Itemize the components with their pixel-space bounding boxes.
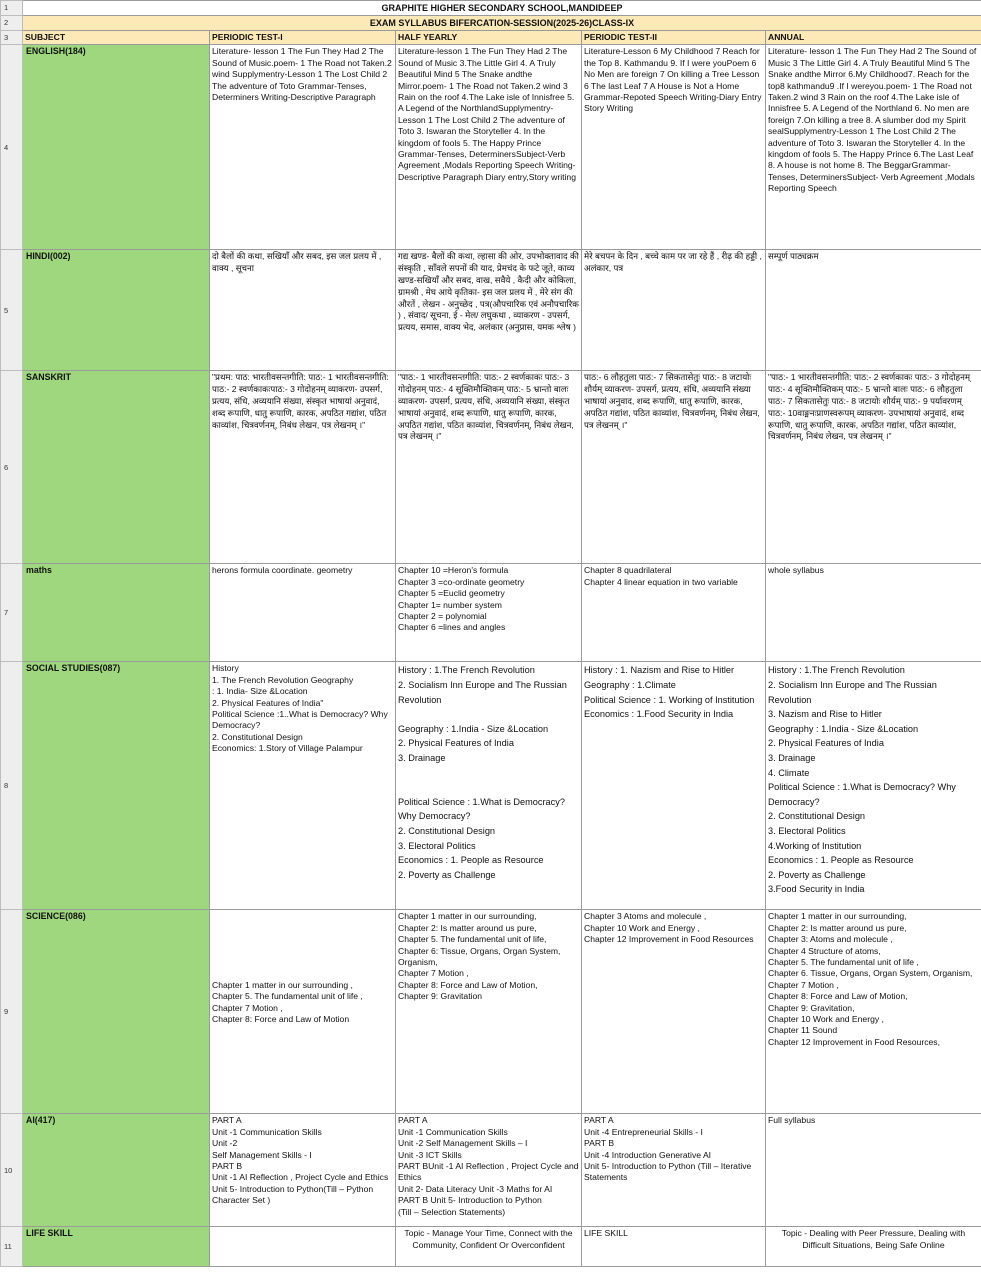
cell-periodic-test-1[interactable]: History 1. The French Revolution Geography : 1. India- Size &Location 2. Physical Features of India" Political Science :1..What is Democracy? Why Democracy? 2. Constitutional Design Economics: 1.Story of Village Palampur <box>210 662 396 910</box>
cell-half-yearly[interactable]: History : 1.The French Revolution 2. Socialism Inn Europe and The Russian Revolution Geography : 1.India - Size &Location 2. Physical Features of India 3. Drainage Political Science : 1.What is Democracy? Why Democracy? 2. Constitutional Design 3. Electoral Politics Economics : 1. People as Resource 2. Poverty as Challenge <box>396 662 582 910</box>
table-row <box>1 1114 981 1227</box>
subject-cell[interactable]: maths <box>23 564 210 662</box>
sheet-row-2 <box>1 16 981 31</box>
cell-periodic-test-1[interactable]: दो बैलों की कथा, सखियाँ और सबद, इस जल प्रलय में , वाक्य , सूचना <box>210 250 396 371</box>
cell-annual[interactable]: सम्पूर्ण पाठ्यक्रम <box>766 250 981 371</box>
cell-half-yearly[interactable]: Chapter 1 matter in our surrounding, Chapter 2: Is matter around us pure, Chapter 5. The fundamental unit of life, Chapter 6: Tissue, Organs, Organ System, Organism, Chapter 7 Motion , Chapter 8: Force and Law of Motion, Chapter 9: Gravitation <box>396 910 582 1114</box>
header-annual[interactable]: ANNUAL <box>766 31 981 45</box>
row-number[interactable]: 2 <box>1 16 23 31</box>
table-row <box>1 45 981 250</box>
header-periodic-test-2[interactable]: PERIODIC TEST-II <box>582 31 766 45</box>
row-number[interactable]: 7 <box>1 564 23 662</box>
cell-periodic-test-1[interactable]: Chapter 1 matter in our surrounding , Chapter 5. The fundamental unit of life , Chapter 7 Motion , Chapter 8: Force and Law of Motion <box>210 910 396 1114</box>
cell-half-yearly[interactable]: Literature-lesson 1 The Fun They Had 2 The Sound of Music 3.The Little Girl 4. A Truly Beautiful Mind 5 The Snake andthe Mirror.poem- 1 The Road not Taken.2 wind 3 Rain on the roof 4.The Lake isle of Innisfree 5. A Legend of the NorthlandSupplymentry-Lesson 1 The Lost Child 2 The adventure of Toto 3. Iswaran the Storyteller 4. In the kingdom of fools 5. The Happy Prince Grammar-Tenses, DeterminersSubject-Verb Agreement ,Modals Reporting Speech Writing- Descriptive Paragraph Diary entry,Story writing <box>396 45 582 250</box>
cell-annual[interactable]: History : 1.The French Revolution 2. Socialism Inn Europe and The Russian Revolution 3. Nazism and Rise to Hitler Geography : 1.India - Size &Location 2. Physical Features of India 3. Drainage 4. Climate Political Science : 1.What is Democracy? Why Democracy? 2. Constitutional Design 3. Electoral Politics 4.Working of Institution Economics : 1. People as Resource 2. Poverty as Challenge 3.Food Security in India <box>766 662 981 910</box>
cell-half-yearly[interactable]: Topic - Manage Your Time, Connect with the Community, Confident Or Overconfident <box>396 1227 582 1267</box>
row-number[interactable]: 8 <box>1 662 23 910</box>
cell-annual[interactable]: whole syllabus <box>766 564 981 662</box>
table-row <box>1 564 981 662</box>
cell-periodic-test-2[interactable]: Chapter 8 quadrilateral Chapter 4 linear equation in two variable <box>582 564 766 662</box>
subject-cell[interactable]: HINDI(002) <box>23 250 210 371</box>
cell-periodic-test-2[interactable]: PART A Unit -4 Entrepreneurial Skills - I PART B Unit -4 Introduction Generative AI Unit 5- Introduction to Python (Till – Iterative Statements <box>582 1114 766 1227</box>
school-name[interactable]: GRAPHITE HIGHER SECONDARY SCHOOL,MANDIDEEP <box>23 1 981 16</box>
sheet-title[interactable]: EXAM SYLLABUS BIFERCATION-SESSION(2025-26)CLASS-IX <box>23 16 981 31</box>
row-number[interactable]: 10 <box>1 1114 23 1227</box>
subject-cell[interactable]: AI(417) <box>23 1114 210 1227</box>
cell-periodic-test-2[interactable]: Literature-Lesson 6 My Childhood 7 Reach for the Top 8. Kathmandu 9. If I were youPoem 6 No Men are foreign 7 On killing a Tree Lesson 6 The last Leaf 7 A House is Not a Home Grammar-Repoted Speech Writing-Diary Entry Story Writing <box>582 45 766 250</box>
cell-annual[interactable]: Chapter 1 matter in our surrounding, Chapter 2: Is matter around us pure, Chapter 3: Atoms and molecule , Chapter 4 Structure of atoms, Chapter 5. The fundamental unit of life , Chapter 6. Tissue, Organs, Organ System, Organism, Chapter 7 Motion , Chapter 8: Force and Law of Motion, Chapter 9: Gravitation, Chapter 10 Work and Energy , Chapter 11 Sound Chapter 12 Improvement in Food Resources, <box>766 910 981 1114</box>
cell-periodic-test-2[interactable]: मेरे बचपन के दिन , बच्चे काम पर जा रहे हैं , रीढ़ की हड्डी , अलंकार, पत्र <box>582 250 766 371</box>
cell-periodic-test-2[interactable]: Chapter 3 Atoms and molecule , Chapter 10 Work and Energy , Chapter 12 Improvement in Food Resources <box>582 910 766 1114</box>
cell-periodic-test-2[interactable]: History : 1. Nazism and Rise to Hitler Geography : 1.Climate Political Science : 1. Working of Institution Economics : 1.Food Security in India <box>582 662 766 910</box>
cell-annual[interactable]: Full syllabus <box>766 1114 981 1227</box>
subject-cell[interactable]: SCIENCE(086) <box>23 910 210 1114</box>
cell-annual[interactable]: Literature- lesson 1 The Fun They Had 2 The Sound of Music 3 The Little Girl 4. A Truly Beautiful Mind 5 The Snake andthe Mirror 6.My Childhood7. Reach for the top8 kathmandu9 .If I wereyou.poem- 1 The Road not Taken.2 wind 3 Rain on the roof 4.The Lake isle of Innisfree 5. A Legend of the Northland 6. No men are foreign 7.On killing a tree 8. A slumber dod my Spirit sealSupplymentry-Lesson 1 The Lost Child 2 The adventure of Toto 3. Iswaran the Storyteller 4. In the kingdom of fools 5. The Happy Prince 6.The Last Leaf 8. A house is not home 8. The BeggarGrammar-Tenses, DeterminersSubject- Verb Agreement ,Modals Reporting Speech <box>766 45 981 250</box>
cell-annual[interactable]: Topic - Dealing with Peer Pressure, Dealing with Difficult Situations, Being Safe Online <box>766 1227 981 1267</box>
subject-cell[interactable]: LIFE SKILL <box>23 1227 210 1267</box>
header-subject[interactable]: SUBJECT <box>23 31 210 45</box>
row-number[interactable]: 5 <box>1 250 23 371</box>
cell-periodic-test-1[interactable]: herons formula coordinate. geometry <box>210 564 396 662</box>
row-number[interactable]: 9 <box>1 910 23 1114</box>
header-row <box>1 31 981 45</box>
cell-half-yearly[interactable]: "पाठ:- 1 भारतीवसन्तगीति: पाठ:- 2 स्वर्णकाकः पाठ:- 3 गोदोहनम् पाठ:- 4 सूक्तिमौक्तिकम् पाठ:- 5 भ्रान्तो बालः व्याकरण- उपसर्ग, प्रत्यय, संधि, अव्ययानि संख्या, संस्कृत भाषायां अनुवादं, शब्द रूपाणि, धातु रूपाणि, कारक, अपठित गद्यांश, पठित काव्यांश, चित्रवर्णनम्, निबंध लेखन, पत्र लेखनम् ।" <box>396 371 582 564</box>
table-row <box>1 1227 981 1267</box>
header-periodic-test-1[interactable]: PERIODIC TEST-I <box>210 31 396 45</box>
table-row <box>1 250 981 371</box>
row-number[interactable]: 4 <box>1 45 23 250</box>
row-number[interactable]: 11 <box>1 1227 23 1267</box>
cell-periodic-test-1[interactable]: PART A Unit -1 Communication Skills Unit -2 Self Management Skills - I PART B Unit -1 AI Reflection , Project Cycle and Ethics Unit 5- Introduction to Python(Till – Python Character Set ) <box>210 1114 396 1227</box>
subject-cell[interactable]: ENGLISH(184) <box>23 45 210 250</box>
table-row <box>1 662 981 910</box>
cell-periodic-test-1[interactable]: Literature- lesson 1 The Fun They Had 2 The Sound of Music.poem- 1 The Road not Taken.2 wind Supplymentry-Lesson 1 The Lost Child 2 The adventure of Toto Grammar-Tenses, Determiners Writing-Descriptive Paragraph <box>210 45 396 250</box>
cell-half-yearly[interactable]: PART A Unit -1 Communication Skills Unit -2 Self Management Skills – I Unit -3 ICT Skills PART BUnit -1 AI Reflection , Project Cycle and Ethics Unit 2- Data Literacy Unit -3 Maths for AI PART B Unit 5- Introduction to Python (Till – Selection Statements) <box>396 1114 582 1227</box>
subject-cell[interactable]: SANSKRIT <box>23 371 210 564</box>
cell-periodic-test-2[interactable]: पाठ:- 6 लौहतुला पाठ:- 7 सिकतासेतुः पाठ:- 8 जटायोः शौर्यम् व्याकरण- उपसर्ग, प्रत्यय, संधि, अव्ययानि संख्या भाषायां अनुवाद, शब्द रूपाणि, धातु रूपाणि, कारक, अपठित गद्यांश, पठित काव्यांश, चित्रवर्णनम्, निबंध लेखन, पत्र लेखनम् ।" <box>582 371 766 564</box>
sheet-row-1 <box>1 1 981 16</box>
header-half-yearly[interactable]: HALF YEARLY <box>396 31 582 45</box>
row-number[interactable]: 1 <box>1 1 23 16</box>
table-row <box>1 371 981 564</box>
row-number[interactable]: 3 <box>1 31 23 45</box>
cell-periodic-test-2[interactable]: LIFE SKILL <box>582 1227 766 1267</box>
cell-periodic-test-1[interactable] <box>210 1227 396 1267</box>
row-number[interactable]: 6 <box>1 371 23 564</box>
cell-half-yearly[interactable]: Chapter 10 =Heron's formula Chapter 3 =co-ordinate geometry Chapter 5 =Euclid geometry Chapter 1= number system Chapter 2 = polynomial Chapter 6 =lines and angles <box>396 564 582 662</box>
table-row <box>1 910 981 1114</box>
cell-half-yearly[interactable]: गद्य खण्ड- बैलों की कथा, ल्हासा की ओर, उपभोक्तावाद की संस्कृति , साँवले सपनों की याद, प्रेमचंद के फटे जूते, काव्य खण्ड-सखियाँ और सबद, वाख, सवैये , कैदी और कोकिला, ग्रामश्री , मेघ आये कृतिका- इस जल प्रलय में , मेरे संग की औरतें , लेखन - अनुच्छेद , पत्र(औपचारिक एवं अनौपचारिक ) , संवाद/ सूचना, ई - मेल/ लघुकथा , व्याकरण - उपसर्ग, प्रत्यय, समास, वाक्य भेद, अलंकार (अनुप्रास, यमक श्लेष ) <box>396 250 582 371</box>
subject-cell[interactable]: SOCIAL STUDIES(087) <box>23 662 210 910</box>
cell-periodic-test-1[interactable]: "प्रथम: पाठ: भारतीवसन्तगीति: पाठ:- 1 भारतीवसन्तगीति: पाठ:- 2 स्वर्णकाकःपाठ:- 3 गोदोहनम् व्याकरण- उपसर्ग, प्रत्यय, संधि, अव्ययानि संख्या, संस्कृत भाषायां अनुवादं, शब्द रूपाणि, धातु रूपाणि, कारक, अपठित गद्यांश, पठित काव्यांश, चित्रवर्णनम्, निबंध लेखन, पत्र लेखनम् ।" <box>210 371 396 564</box>
cell-annual[interactable]: "पाठ:- 1 भारतीवसन्तगीति: पाठ:- 2 स्वर्णकाकः पाठ:- 3 गोदोहनम् पाठ:- 4 सूक्तिमौक्तिकम् पाठ:- 5 भ्रान्तो बालः पाठ:- 6 लौहतुला पाठ:- 7 सिकतासेतुः पाठ:- 8 जटायोः शौर्यम् पाठ:- 9 पर्यावरणम् पाठ:- 10वाङ्मनःप्राणस्वरूपम् व्याकरण- उपभाषायां अनुवादं, शब्द रूपाणि, धातु रूपाणि, कारक, अपठित गद्यांश, पठित काव्यांश, चित्रवर्णनम्, निबंध लेखन, पत्र लेखनम् ।" <box>766 371 981 564</box>
